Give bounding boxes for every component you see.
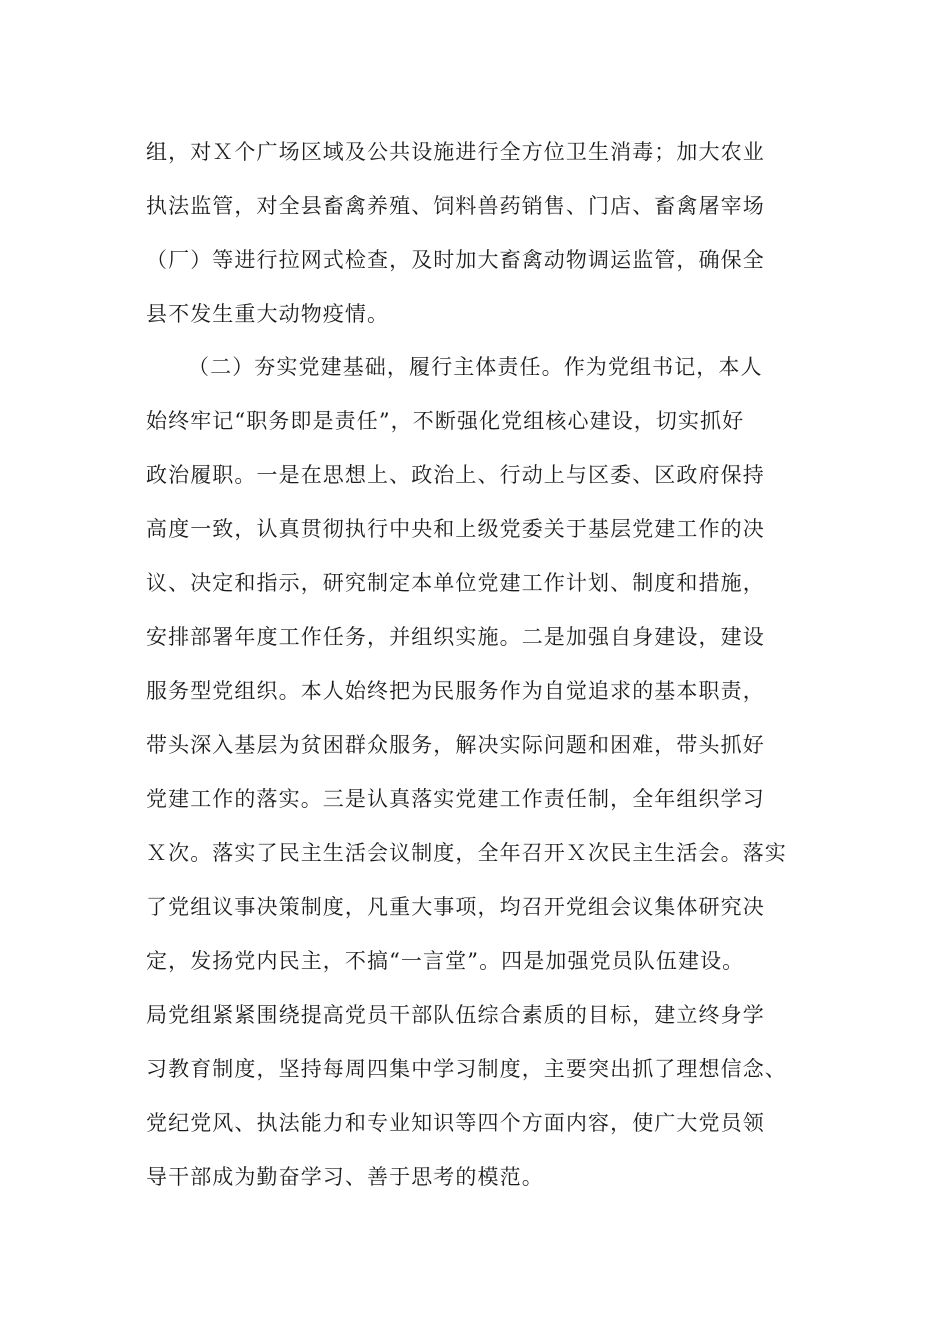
text-line: 带头深入基层为贫困群众服务，解决实际问题和困难，带头抓好 [146, 733, 765, 757]
text-line: 服务型党组织。本人始终把为民服务作为自觉追求的基本职责， [146, 679, 765, 703]
text-line: （厂）等进行拉网式检查，及时加大畜禽动物调运监管，确保全 [146, 248, 765, 272]
text-line: 执法监管，对全县畜禽养殖、饲料兽药销售、门店、畜禽屠宰场 [146, 194, 765, 218]
text-line: 党纪党风、执法能力和专业知识等四个方面内容，使广大党员领 [146, 1111, 765, 1135]
text-line: 议、决定和指示，研究制定本单位党建工作计划、制度和措施， [146, 571, 765, 595]
text-line: 定，发扬党内民主，不搞“一言堂”。四是加强党员队伍建设。 [146, 949, 745, 973]
text-line: 组，对Ｘ个广场区域及公共设施进行全方位卫生消毒；加大农业 [146, 140, 765, 164]
text-line: （二）夯实党建基础，履行主体责任。作为党组书记，本人 [188, 355, 763, 379]
text-line: 导干部成为勤奋学习、善于思考的模范。 [146, 1165, 544, 1189]
text-line: 了党组议事决策制度，凡重大事项，均召开党组会议集体研究决 [146, 895, 765, 919]
text-line: Ｘ次。落实了民主生活会议制度，全年召开Ｘ次民主生活会。落实 [146, 841, 787, 865]
text-line: 始终牢记“职务即是责任”，不断强化党组核心建设，切实抓好 [146, 409, 745, 433]
text-line: 党建工作的落实。三是认真落实党建工作责任制，全年组织学习 [146, 787, 765, 811]
text-line: 安排部署年度工作任务，并组织实施。二是加强自身建设，建设 [146, 625, 765, 649]
text-line: 局党组紧紧围绕提高党员干部队伍综合素质的目标，建立终身学 [146, 1003, 765, 1027]
paragraph-continuation [146, 125, 806, 341]
text-line: 高度一致，认真贯彻执行中央和上级党委关于基层党建工作的决 [146, 517, 765, 541]
text-line: 县不发生重大动物疫情。 [146, 302, 390, 326]
text-line: 习教育制度，坚持每周四集中学习制度，主要突出抓了理想信念、 [146, 1057, 787, 1081]
text-line: 政治履职。一是在思想上、政治上、行动上与区委、区政府保持 [146, 463, 765, 487]
paragraph-party-building [146, 340, 806, 1204]
